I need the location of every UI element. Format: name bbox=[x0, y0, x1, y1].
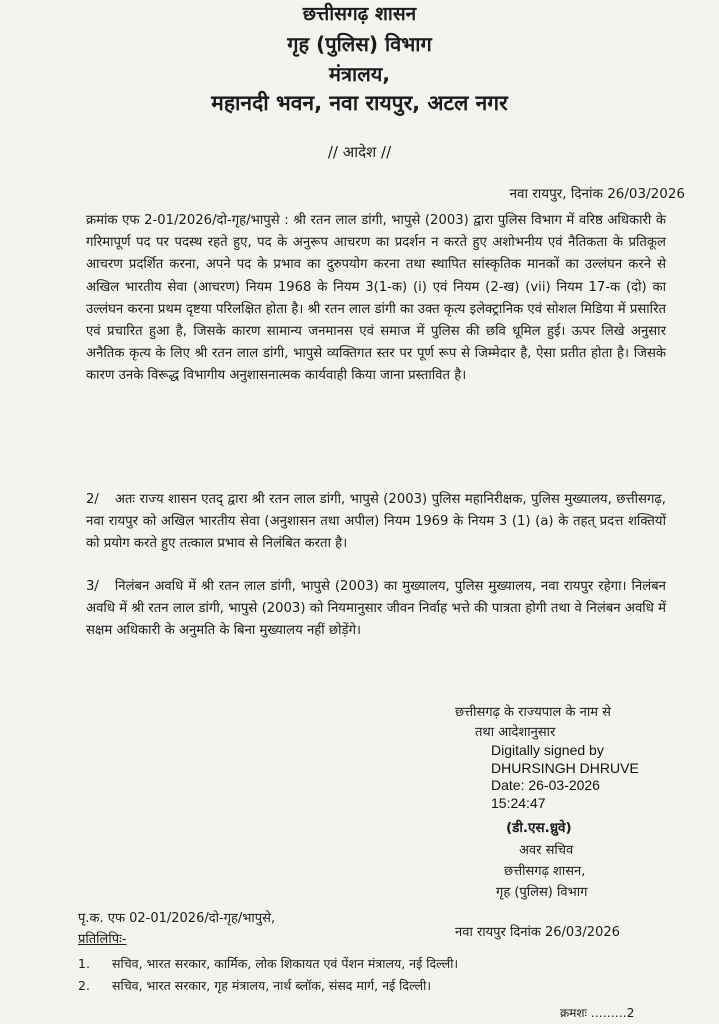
digital-signature-date: Date: 26-03-2026 bbox=[491, 777, 600, 793]
paragraph-1: क्रमांक एफ 2-01/2026/दो-गृह/भापुसे : श्री रतन लाल डांगी, भापुसे (2003) द्वारा पुलिस विभाग में वरिष्ठ अधिकारी के गरिमापूर्ण पद पर पदस्थ रहते हुए, पद के अनुरूप आचरण का प्रदर्शन न करते हुए अशोभनीय एवं नैतिकता के प्रतिकूल आचरण प्रदर्शित करना, अपने पद के प्रभाव का दुरुपयोग करना तथा स्थापित सांस्कृतिक मानकों का उल्लंघन करने से अखिल भारतीय सेवा (आचरण) नियम 1968 के नियम 3(1-क) (i) एवं नियम (2-ख) (vii) नियम 17-क (दो) का उल्लंघन करना प्रथम दृष्टया परिलक्षित होता है। श्री रतन लाल डांगी का उक्त कृत्य इलेक्ट्रानिक एवं सोशल मिडिया में प्रसारित एवं प्रचारित हुआ है, जिसके कारण सामान्य जनमानस एवं समाज में पुलिस की छवि धूमिल हुई। ऊपर लिखे अनुसार अनैतिक कृत्य के लिए श्री रतन लाल डांगी, भापुसे व्यक्तिगत स्तर पर पूर्ण रूप से जिम्मेदार है, ऐसा प्रतीत होता है। जिसके कारण उनके विरूद्ध विभागीय अनुशासनात्मक कार्यवाही किया जाना प्रस्तावित है। bbox=[86, 213, 666, 384]
copy-to-item bbox=[78, 977, 431, 994]
digital-signature-time: 15:24:47 bbox=[491, 794, 546, 811]
paragraph-3 bbox=[86, 576, 666, 643]
copy-to-heading: प्रतिलिपिः- bbox=[78, 932, 127, 947]
signature-authority-line2: तथा आदेशानुसार bbox=[475, 725, 556, 740]
copy-to-item-number: 1. bbox=[78, 956, 90, 971]
paragraph-2-number: 2/ bbox=[86, 492, 99, 507]
continued-marker: क्रमशः ………2 bbox=[560, 1006, 635, 1020]
copy-to-item-number: 2. bbox=[78, 978, 90, 993]
copy-to-item-text: सचिव, भारत सरकार, गृह मंत्रालय, नार्थ ब्लॉक, संसद मार्ग, नई दिल्ली। bbox=[112, 978, 432, 993]
endorsement-date: नवा रायपुर दिनांक 26/03/2026 bbox=[455, 925, 620, 940]
copy-to-item bbox=[78, 955, 458, 972]
signatory-name: (डी.एस.ध्रुवे) bbox=[506, 820, 572, 836]
order-title: // आदेश // bbox=[327, 143, 392, 161]
signatory-government: छत्तीसगढ़ शासन, bbox=[504, 864, 586, 879]
paragraph-2 bbox=[86, 489, 666, 556]
order-date: नवा रायपुर, दिनांक 26/03/2026 bbox=[509, 186, 685, 202]
copy-to-item-text: सचिव, भारत सरकार, कार्मिक, लोक शिकायत एवं पेंशन मंत्रालय, नई दिल्ली। bbox=[112, 956, 459, 971]
digital-signature-signer: DHURSINGH DHRUVE bbox=[491, 759, 639, 776]
signatory-designation: अवर सचिव bbox=[519, 843, 574, 858]
header-government: छत्तीसगढ़ शासन bbox=[302, 3, 417, 25]
signatory-department: गृह (पुलिस) विभाग bbox=[496, 885, 588, 900]
header-address: महानदी भवन, नवा रायपुर, अटल नगर bbox=[211, 91, 508, 115]
digital-signature-label: Digitally signed by bbox=[491, 742, 604, 758]
paragraph-3-text: निलंबन अवधि में श्री रतन लाल डांगी, भापुसे (2003) का मुख्यालय, पुलिस मुख्यालय, नवा रायपुर रहेगा। निलंबन अवधि में श्री रतन लाल डांगी, भापुसे (2003) को नियमानुसार जीवन निर्वाह भत्ते की पात्रता होगी तथा वे निलंबन अवधि में सक्षम अधिकारी के अनुमति के बिना मुख्यालय नहीं छोड़ेंगे। bbox=[86, 579, 666, 639]
digital-signature-block bbox=[491, 742, 639, 812]
header-ministry: मंत्रालय, bbox=[329, 62, 390, 86]
endorsement-number: पृ.क. एफ 02-01/2026/दो-गृह/भापुसे, bbox=[78, 911, 276, 926]
signature-authority-line1: छत्तीसगढ़ के राज्यपाल के नाम से bbox=[455, 705, 611, 720]
header-department: गृह (पुलिस) विभाग bbox=[287, 32, 432, 56]
paragraph-2-text: अतः राज्य शासन एतद् द्वारा श्री रतन लाल डांगी, भापुसे (2003) पुलिस महानिरीक्षक, पुलिस मुख्यालय, छत्तीसगढ़, नवा रायपुर को अखिल भारतीय सेवा (अनुशासन तथा अपील) नियम 1969 के नियम 3 (1) (a) के तहत् प्रदत्त शक्तियों को प्रयोग करते हुए तत्काल प्रभाव से निलंबित करता है। bbox=[86, 492, 666, 552]
paragraph-3-number: 3/ bbox=[86, 579, 99, 594]
